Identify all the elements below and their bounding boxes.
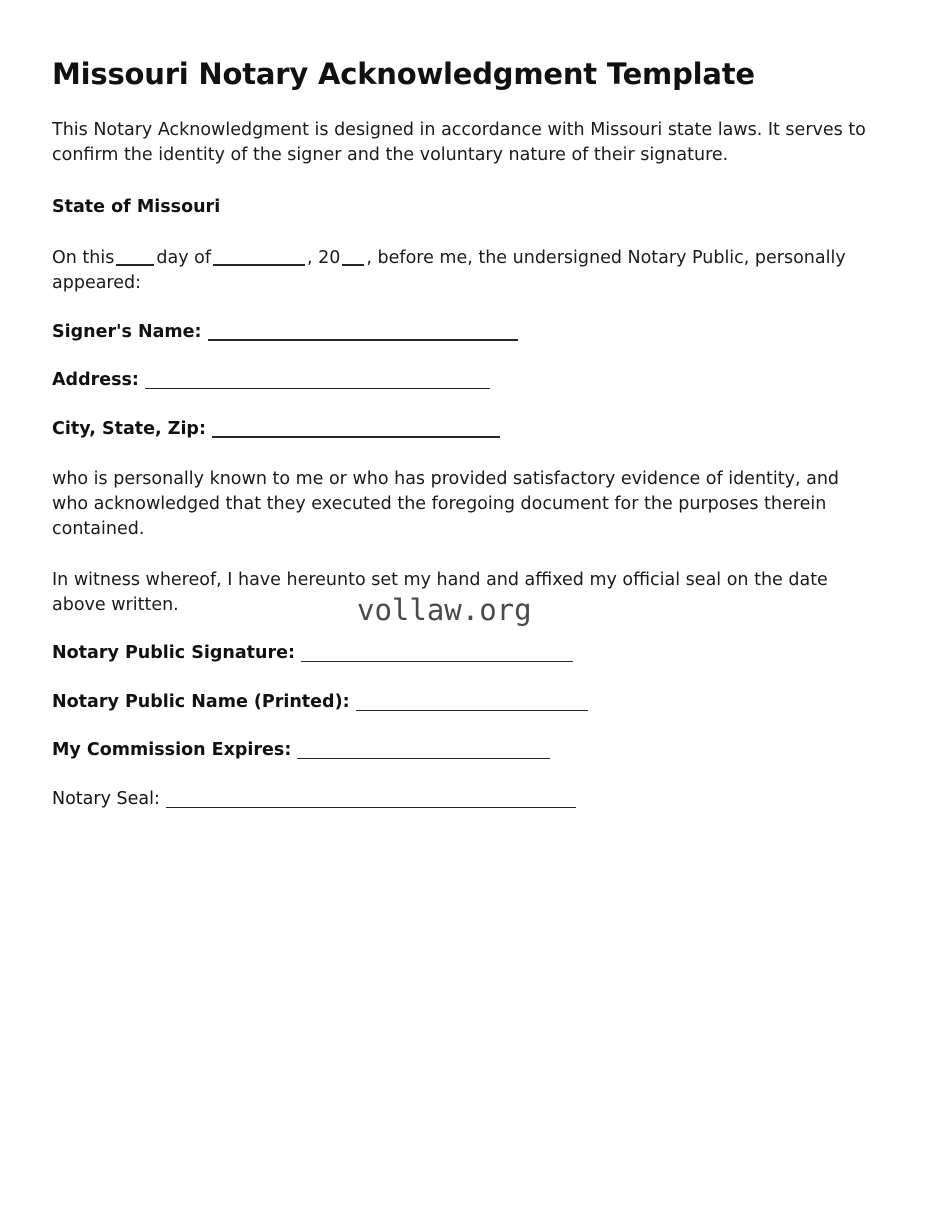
city-state-zip-input-line[interactable]	[212, 436, 500, 438]
date-line-part3: , 20	[307, 247, 341, 268]
state-heading: State of Missouri	[52, 197, 221, 218]
field-label: Notary Public Name (Printed):	[52, 691, 350, 712]
intro-paragraph: This Notary Acknowledgment is designed in accordance with Missouri state laws. It serves to confirm the identity of the signer and the voluntary nature of their signature.	[52, 119, 866, 165]
date-line-part1: On this	[52, 247, 115, 268]
day-blank	[116, 264, 154, 266]
notary-signature-input-line[interactable]	[301, 661, 573, 662]
month-blank	[213, 264, 305, 266]
year-blank	[342, 264, 364, 266]
site-watermark: vollaw.org	[357, 593, 532, 627]
document-content	[52, 0, 880, 811]
date-line-part4: , before me, the undersigned Notary Public, personally appeared:	[52, 247, 846, 293]
signers-name-input-line[interactable]	[208, 339, 518, 341]
field-signers-name	[52, 296, 880, 345]
acknowledgment-paragraph: who is personally known to me or who has provided satisfactory evidence of identity, and who acknowledged that they executed the foregoing document for the purposes therein contained.	[52, 469, 840, 539]
field-city-state-zip	[52, 393, 880, 442]
field-notary-signature	[52, 617, 880, 666]
address-input-line[interactable]	[145, 388, 490, 389]
field-label: Address:	[52, 370, 139, 391]
commission-expires-input-line[interactable]	[297, 758, 550, 759]
field-commission-expires	[52, 714, 880, 763]
field-label: Notary Seal:	[52, 788, 160, 809]
field-notary-printed-name	[52, 666, 880, 715]
field-address	[52, 344, 880, 393]
field-label: My Commission Expires:	[52, 740, 292, 761]
date-line-part2: day of	[156, 247, 211, 268]
date-line	[52, 220, 880, 296]
field-label: Notary Public Signature:	[52, 643, 295, 664]
notary-seal-input-line[interactable]	[166, 807, 576, 808]
field-label: Signer's Name:	[52, 321, 202, 342]
page-title: Missouri Notary Acknowledgment Template	[52, 57, 755, 91]
notary-printed-name-input-line[interactable]	[356, 710, 588, 711]
field-label: City, State, Zip:	[52, 418, 206, 439]
field-notary-seal	[52, 763, 880, 812]
witness-paragraph: In witness whereof, I have hereunto set my hand and affixed my official seal on the date above written.	[52, 569, 828, 615]
